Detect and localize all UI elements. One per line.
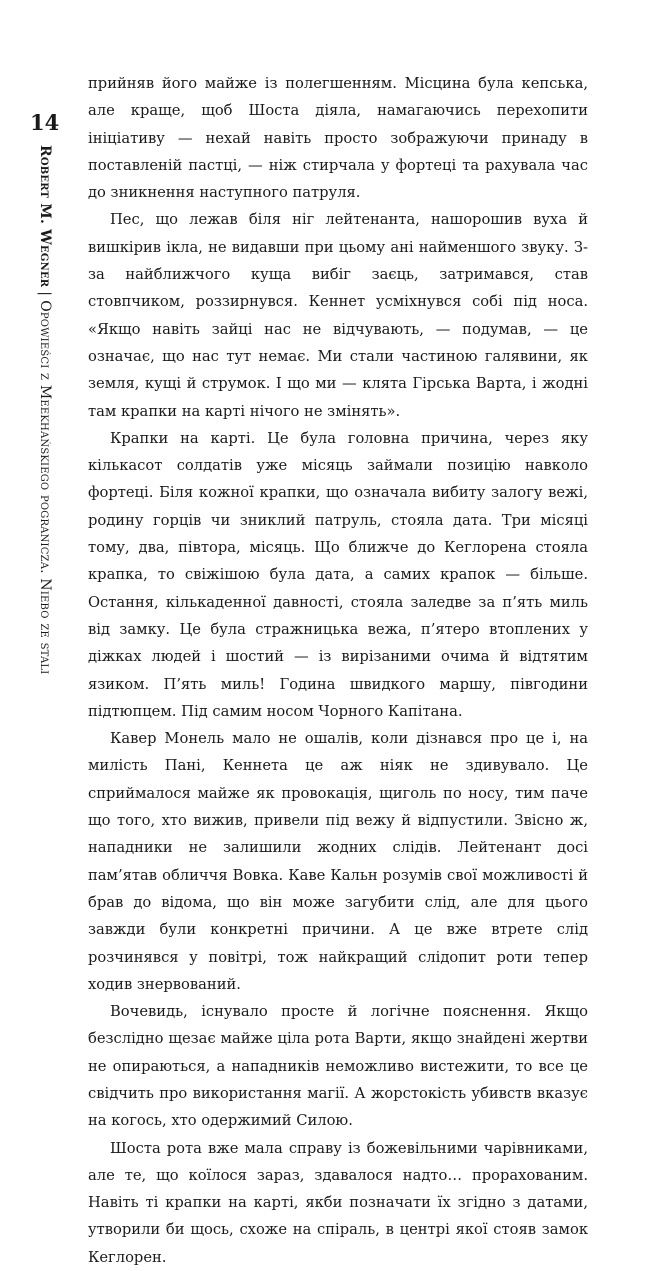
paragraph-2: Пес, що лежав біля ніг лейтенанта, нашорошив вуха й вишкірив ікла, не видавши при цьому ані найменшого звуку. З-за найближчого куща вибіг заєць, затримався, став стовпчиком, роззирнувся. Кеннет усміхнувся собі під носа. «Якщо навіть зайці нас не відчувають, — подумав, — це означає, що нас тут немає. Ми стали частиною галявини, як земля, кущі й струмок. І що ми — клята Гірська Варта, і жодні там крапки на карті нічого не змінять». (88, 211, 588, 420)
page-number: 14 (30, 110, 60, 135)
running-header-title: Opowieści z Meekhańskiego pogranicza. Niebo ze stali (37, 300, 53, 675)
running-header-author: Robert M. Wegner (37, 145, 53, 288)
paragraph-1: прийняв його майже із полегшенням. Місцина була кепська, але краще, щоб Шоста діяла, намагаючись перехопити ініціативу — нехай навіть просто зображуючи принаду в поставленій пастці, — ніж стирчала у фортеці та рахувала час до зникнення наступного патруля. (88, 75, 588, 202)
paragraph-6: Шоста рота вже мала справу із божевільними чарівниками, але те, що коїлося зараз, здавалося надто… прорахованим. Навіть ті крапки на карті, якби позначати їх згідно з датами, утворили би щось, схоже на спіраль, в центрі якої стояв замок Кеглорен. (88, 1139, 588, 1266)
paragraph-4: Кавер Монель мало не ошалів, коли дізнався про це і, на милість Пані, Кеннета це аж ніяк не здивувало. Це сприймалося майже як провокація, щиголь по носу, тим паче що того, хто вижив, привели під вежу й відпустили. Звісно ж, нападники не залишили жодних слідів. Лейтенант досі пам’ятав обличчя Вовка. Каве Кальн розумів свої можливості й брав до відома, що він може загубити слід, але для цього завжди були конкретні причини. А це вже втрете слід розчинявся у повітрі, тож найкращий слідопит роти тепер ходив знервований. (88, 730, 588, 993)
running-header-separator: | (37, 291, 53, 297)
running-header (37, 145, 53, 674)
body-text (88, 70, 588, 1271)
paragraph-3: Крапки на карті. Це була головна причина, через яку кількасот солдатів уже місяць займали позицію навколо фортеці. Біля кожної крапки, що означала вибиту залогу вежі, родину горців чи зниклий патруль, стояла дата. Три місяці тому, два, півтора, місяць. Що ближче до Кеглорена стояла крапка, то свіжішою була дата, а самих крапок — більше. Остання, кількаденної давності, стояла заледве за п’ять миль від замку. Це була стражницька вежа, п’ятеро втоплених у діжках людей і шостий — із вирізаними очима й відтятим язиком. П’ять миль! Година швидкого маршу, півгодини підтюпцем. Під самим носом Чорного Капітана. (88, 429, 588, 720)
paragraph-5: Вочевидь, існувало просте й логічне пояснення. Якщо безслідно щезає майже ціла рота Варти, якщо знайдені жертви не опираються, а нападників неможливо вистежити, то все це свідчить про використання магії. А жорстокість убивств вказує на когось, хто одержимий Силою. (88, 1003, 588, 1130)
